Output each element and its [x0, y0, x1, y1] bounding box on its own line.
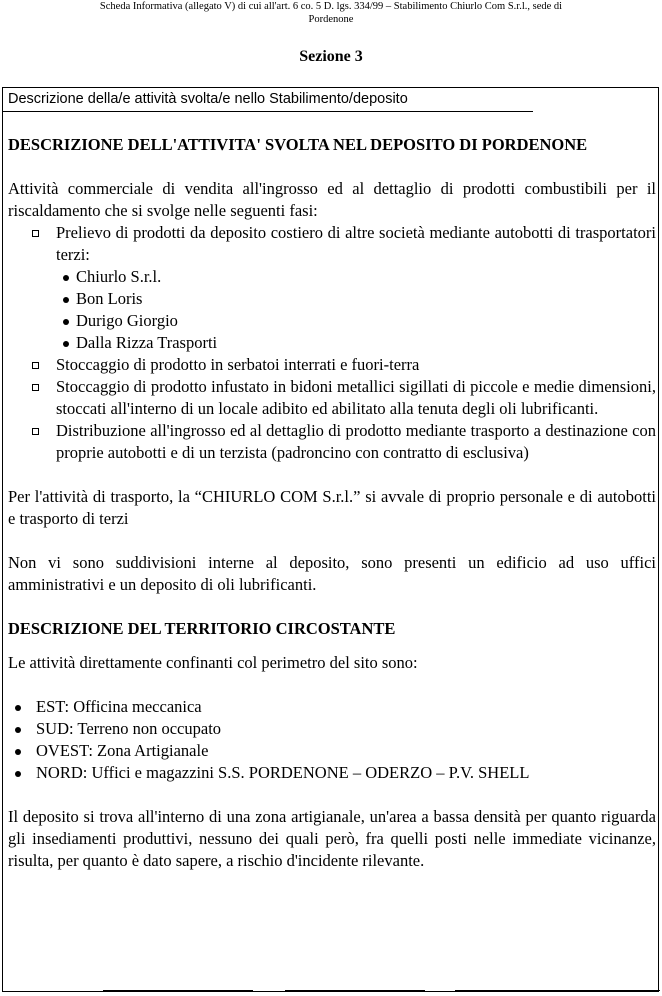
territory-heading: DESCRIZIONE DEL TERRITORIO CIRCOSTANTE: [8, 619, 396, 638]
border-item: NORD: Uffici e magazzini S.S. PORDENONE – ODERZO – P.V. SHELL: [36, 762, 656, 784]
phase-item: Stoccaggio di prodotto in serbatoi interrati e fuori-terra: [56, 354, 656, 376]
subdivision-note: Non vi sono suddivisioni interne al deposito, sono presenti un edificio ad uso uffici amministrativi e un deposito di oli lubrificanti.: [8, 553, 656, 594]
borders-list: [8, 696, 656, 784]
section-box: [2, 87, 659, 992]
header-line-1: Scheda Informativa (allegato V) di cui all'art. 6 co. 5 D. lgs. 334/99 – Stabilimento Chiurlo Com S.r.l., sede di: [99, 1, 563, 12]
activity-heading: DESCRIZIONE DELL'ATTIVITA' SVOLTA NEL DEPOSITO DI PORDENONE: [8, 135, 588, 154]
carrier-item: Durigo Giorgio: [76, 310, 656, 332]
phase-item: Stoccaggio di prodotto infustato in bidoni metallici sigillati di piccole e medie dimensioni, stoccati all'interno di un locale adibito ed abilitato alla tenuta degli oli lubrificanti.: [56, 377, 656, 418]
territory-closing: Il deposito si trova all'interno di una zona artigianale, un'area a bassa densità per quanto riguarda gli insediamenti produttivi, nessuno dei quali però, fra quelli posti nelle immediate vicinanze, risulta, per quanto è dato sapere, a rischio d'incidente rilevante.: [8, 807, 656, 870]
section-content: [8, 134, 656, 872]
document-header: [0, 0, 662, 26]
carriers-list: [56, 266, 656, 354]
carrier-item: Dalla Rizza Trasporti: [76, 332, 656, 354]
border-item: SUD: Terreno non occupato: [36, 718, 656, 740]
phases-list: [8, 222, 656, 464]
phase-item: [56, 222, 656, 354]
bottom-rules: [3, 990, 660, 992]
border-item: OVEST: Zona Artigianale: [36, 740, 656, 762]
section-title: Sezione 3: [299, 48, 363, 65]
phase-item: Distribuzione all'ingrosso ed al dettaglio di prodotto mediante trasporto a destinazione con proprie autobotti e di un terzista (padroncino con contratto di esclusiva): [56, 421, 656, 462]
territory-intro: Le attività direttamente confinanti col perimetro del sito sono:: [8, 653, 418, 672]
transport-note: Per l'attività di trasporto, la “CHIURLO COM S.r.l.” si avvale di proprio personale e di autobotti e trasporto di terzi: [8, 487, 656, 528]
box-title: Descrizione della/e attività svolta/e nello Stabilimento/deposito: [3, 88, 533, 112]
activity-intro: Attività commerciale di vendita all'ingrosso ed al dettaglio di prodotti combustibili per il riscaldamento che si svolge nelle seguenti fasi:: [8, 179, 656, 220]
phase-text: Prelievo di prodotti da deposito costiero di altre società mediante autobotti di trasportatori terzi:: [56, 223, 656, 264]
carrier-item: Chiurlo S.r.l.: [76, 266, 656, 288]
border-item: EST: Officina meccanica: [36, 696, 656, 718]
carrier-item: Bon Loris: [76, 288, 656, 310]
header-line-2: Pordenone: [308, 14, 354, 25]
